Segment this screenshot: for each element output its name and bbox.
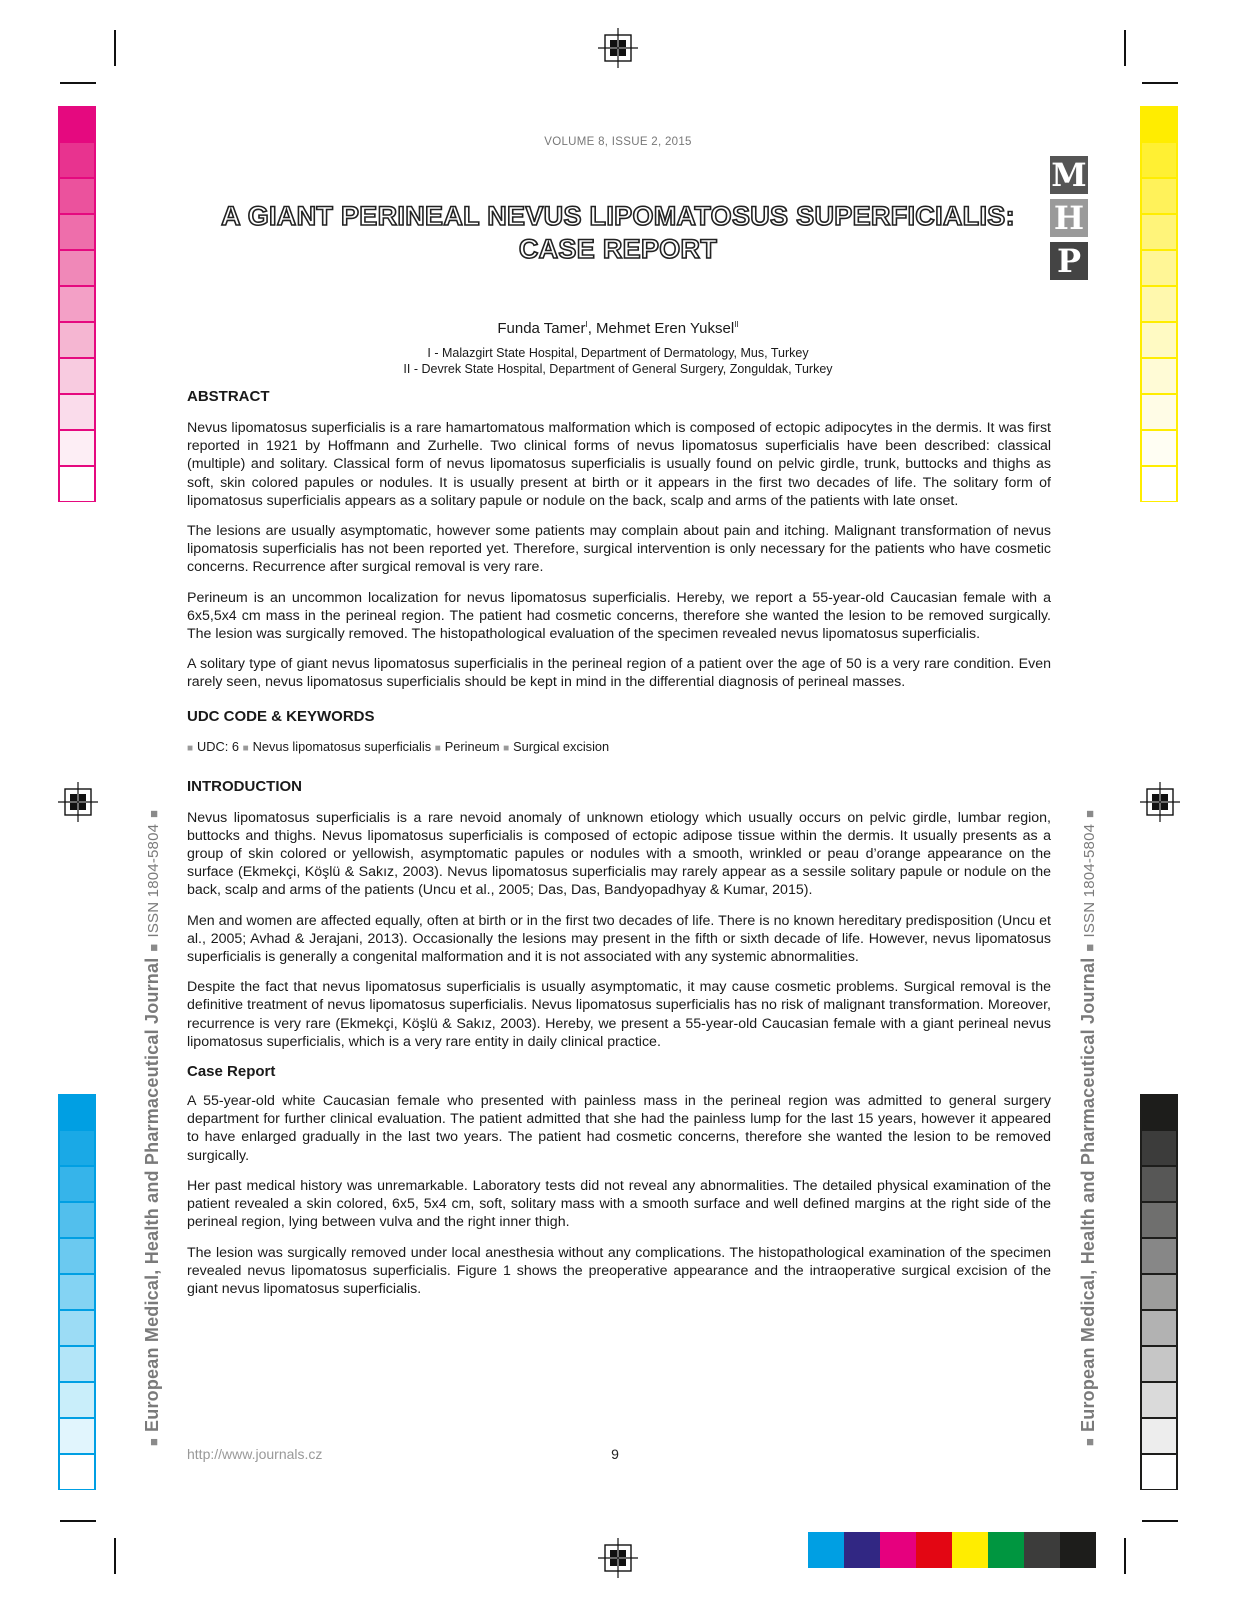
color-swatch [58,1202,96,1238]
color-swatch [58,1094,96,1130]
color-swatch [58,394,96,430]
affiliation-2: II - Devrek State Hospital, Department of General Surgery, Zonguldak, Turkey [403,362,833,376]
color-swatch [58,1166,96,1202]
color-bar-swatch [880,1532,916,1568]
page-number: 9 [611,1446,619,1462]
color-swatch [1140,1418,1178,1454]
color-swatch [58,1382,96,1418]
color-swatch [58,1346,96,1382]
logo-letter-h: H [1050,199,1088,237]
crop-mark [1142,82,1178,84]
color-swatch [58,286,96,322]
article-title [190,200,1046,266]
color-swatch [58,1454,96,1490]
crop-mark [60,82,96,84]
logo-letter-m: M [1051,156,1087,194]
color-swatch [58,1418,96,1454]
color-swatch [1140,286,1178,322]
color-bar-swatch [952,1532,988,1568]
color-swatch [1140,1166,1178,1202]
registration-mark-bottom [598,1538,638,1578]
abstract-paragraph: A solitary type of giant nevus lipomatosus superficialis in the perineal region of a patient over the age of 50 is a very rare condition. Even rarely seen, nevus lipomatosus superficialis should be kept in mind in the differential diagnosis of perineal masses. [187,656,1051,691]
color-bar-swatch [808,1532,844,1568]
color-strip-magenta [58,106,96,502]
color-swatch [1140,1202,1178,1238]
case-report-paragraph: Her past medical history was unremarkable. Laboratory tests did not reveal any abnormalities. The detailed physical examination of the patient revealed a skin colored, 6x5, 5x4 cm, soft, solitary mass with a smooth surface and well defined margins at the right side of the perineal region, lying between vulva and the right inner thigh. [187,1177,1051,1231]
footer-url[interactable]: http://www.journals.cz [187,1446,323,1462]
keywords-list: ■ UDC: 6 ■ Nevus lipomatosus superficialis ■ Perineum ■ Surgical excision [187,738,610,754]
color-swatch [58,1274,96,1310]
color-strip-cyan [58,1094,96,1490]
color-swatch [1140,178,1178,214]
color-bar-swatch [1024,1532,1060,1568]
color-swatch [1140,1310,1178,1346]
side-journal-label-left: ■European Medical, Health and Pharmaceutical Journal■ISSN 1804-5804■ [142,809,162,1446]
affiliation-1: I - Malazgirt State Hospital, Department of Dermatology, Mus, Turkey [427,346,809,360]
registration-mark-right [1140,782,1180,822]
color-swatch [1140,1382,1178,1418]
color-swatch [1140,1094,1178,1130]
abstract-paragraph: Perineum is an uncommon localization for nevus lipomatosus superficialis. Hereby, we report a 55-year-old Caucasian female with a 6x5,5x4 cm mass in the perineal region. The patient had cosmetic concerns, therefore she wanted the lesion to be removed surgically. The lesion was surgically removed. The histopathological evaluation of the specimen revealed nevus lipomatosus superficialis. [187,589,1051,643]
article-body [187,388,1051,1310]
logo-letter-p: P [1050,242,1088,280]
case-report-paragraph: The lesion was surgically removed under local anesthesia without any complications. The histopathological examination of the specimen revealed nevus lipomatosus superficialis. Figure 1 shows the preoperative appearance and the intraoperative surgical excision of the giant nevus lipomatosus superficialis. [187,1244,1051,1297]
crop-mark [114,1538,116,1574]
case-report-heading: Case Report [187,1063,276,1081]
color-swatch [1140,394,1178,430]
keyword: Nevus lipomatosus superficialis [252,738,432,754]
abstract-heading: ABSTRACT [187,388,270,405]
color-swatch [1140,1238,1178,1274]
color-swatch [58,1238,96,1274]
keyword: Perineum [444,738,500,754]
color-swatch [58,178,96,214]
color-swatch [1140,1274,1178,1310]
author-2: Mehmet Eren Yuksel [596,320,735,337]
crop-mark [1142,1520,1178,1522]
color-swatch [58,214,96,250]
crop-mark [114,30,116,66]
color-swatch [1140,466,1178,502]
keywords-heading: UDC CODE & KEYWORDS [187,707,375,725]
side-journal-label-right: ■European Medical, Health and Pharmaceutical Journal■ISSN 1804-5804■ [1078,809,1098,1446]
keyword: UDC: 6 [197,738,239,754]
color-swatch [58,1130,96,1166]
authors: Funda Tamer$^I$, Mehmet Eren Yuksel$^{II}$ [497,320,739,337]
color-strip-gray [1140,1094,1178,1490]
color-bar-swatch [916,1532,952,1568]
title-line-2: CASE REPORT [518,234,718,264]
crop-mark [1124,1538,1126,1574]
title-line-1: A GIANT PERINEAL NEVUS LIPOMATOSUS SUPERFICIALIS: [221,201,1015,231]
color-swatch [1140,214,1178,250]
color-swatch [58,1310,96,1346]
crop-mark [60,1520,96,1522]
registration-mark-left [58,782,98,822]
author-1: Funda Tamer [497,320,586,337]
color-swatch [58,430,96,466]
color-bar-swatch [988,1532,1024,1568]
introduction-paragraph: Nevus lipomatosus superficialis is a rare nevoid anomaly of unknown etiology which usually occurs on pelvic girdle, lumbar region, buttocks and thighs. Nevus lipomatosus superficialis is composed of ectopic adipose tissue within the dermis. It usually presents as a group of skin colored or yellowish, asymptomatic papules or nodules with a smooth, wrinkled or peau d’orange appearance on the surface (Ekmekçi, Köşlü & Sakız, 2003). Nevus lipomatosus superficialis may rarely appear as a sessile solitary papule or nodule on the back, scalp and arms of the patients (Uncu et al., 2005; Das, Das, Bandyopadhyay & Kumar, 2015). [187,809,1051,899]
color-bar-swatch [844,1532,880,1568]
color-swatch [1140,1130,1178,1166]
introduction-paragraph: Despite the fact that nevus lipomatosus superficialis is usually asymptomatic, it may cause cosmetic problems. Surgical removal is the definitive treatment of nevus lipomatosus superficialis. Nevus lipomatosus superficialis has no risk of malignant transformation. Moreover, recurrence is very rare (Ekmekçi, Köşlü & Sakız, 2003). Hereby, we present a 55-year-old Caucasian female with a giant perineal nevus lipomatosus superficialis, which is a very rare entity in daily clinical practice. [187,979,1051,1050]
case-report-paragraph: A 55-year-old white Caucasian female who presented with painless mass in the perineal region was admitted to general surgery department for further clinical evaluation. The patient admitted that she had the painless lump for the last 15 years, however it appeared to have enlarged gradually in the last two years. The patient had cosmetic concerns, therefore she wanted the lesion to be removed surgically. [187,1093,1051,1164]
color-strip-yellow [1140,106,1178,502]
color-bar-swatch [1060,1532,1096,1568]
color-swatch [1140,1346,1178,1382]
abstract-paragraph: Nevus lipomatosus superficialis is a rare hamartomatous malformation which is composed of ectopic adipocytes in the dermis. It was first reported in 1921 by Hoffmann and Zurhelle. Two clinical forms of nevus lipomatosus superficialis have been described: classical (multiple) and solitary. Classical form of nevus lipomatosus superficialis is usually found on pelvic girdle, trunk, buttocks and thighs as soft, skin colored papules or nodules. It is usually present at birth or it appears in the first two decades of life. The solitary form of lipomatosus superficialis appears as a solitary papule or nodule on the back, scalp and arms of the patients with late onset. [187,420,1051,509]
keyword: Surgical excision [513,738,610,754]
color-swatch [58,250,96,286]
color-bar-bottom [808,1532,1096,1568]
volume-issue: VOLUME 8, ISSUE 2, 2015 [544,136,692,148]
introduction-heading: INTRODUCTION [187,777,302,795]
crop-mark [1124,30,1126,66]
color-swatch [1140,250,1178,286]
mhp-logo [1050,156,1088,285]
registration-mark-top [598,28,638,68]
abstract-paragraph: The lesions are usually asymptomatic, however some patients may complain about pain and itching. Malignant transformation of nevus lipomatosis superficialis has not been reported yet. Therefore, surgical intervention is only necessary for the patients who have cosmetic concerns. Recurrence after surgical removal is very rare. [187,523,1051,576]
introduction-paragraph: Men and women are affected equally, often at birth or in the first two decades of life. There is no known hereditary predisposition (Uncu et al., 2005; Avhad & Jerajani, 2013). Occasionally the lesions may present in the fifth or sixth decade of life. However, nevus lipomatosus superficialis is generally a congenital malformation and it is not associated with any systemic abnormalities. [187,912,1051,966]
color-swatch [58,466,96,502]
color-swatch [1140,1454,1178,1490]
color-swatch [1140,430,1178,466]
